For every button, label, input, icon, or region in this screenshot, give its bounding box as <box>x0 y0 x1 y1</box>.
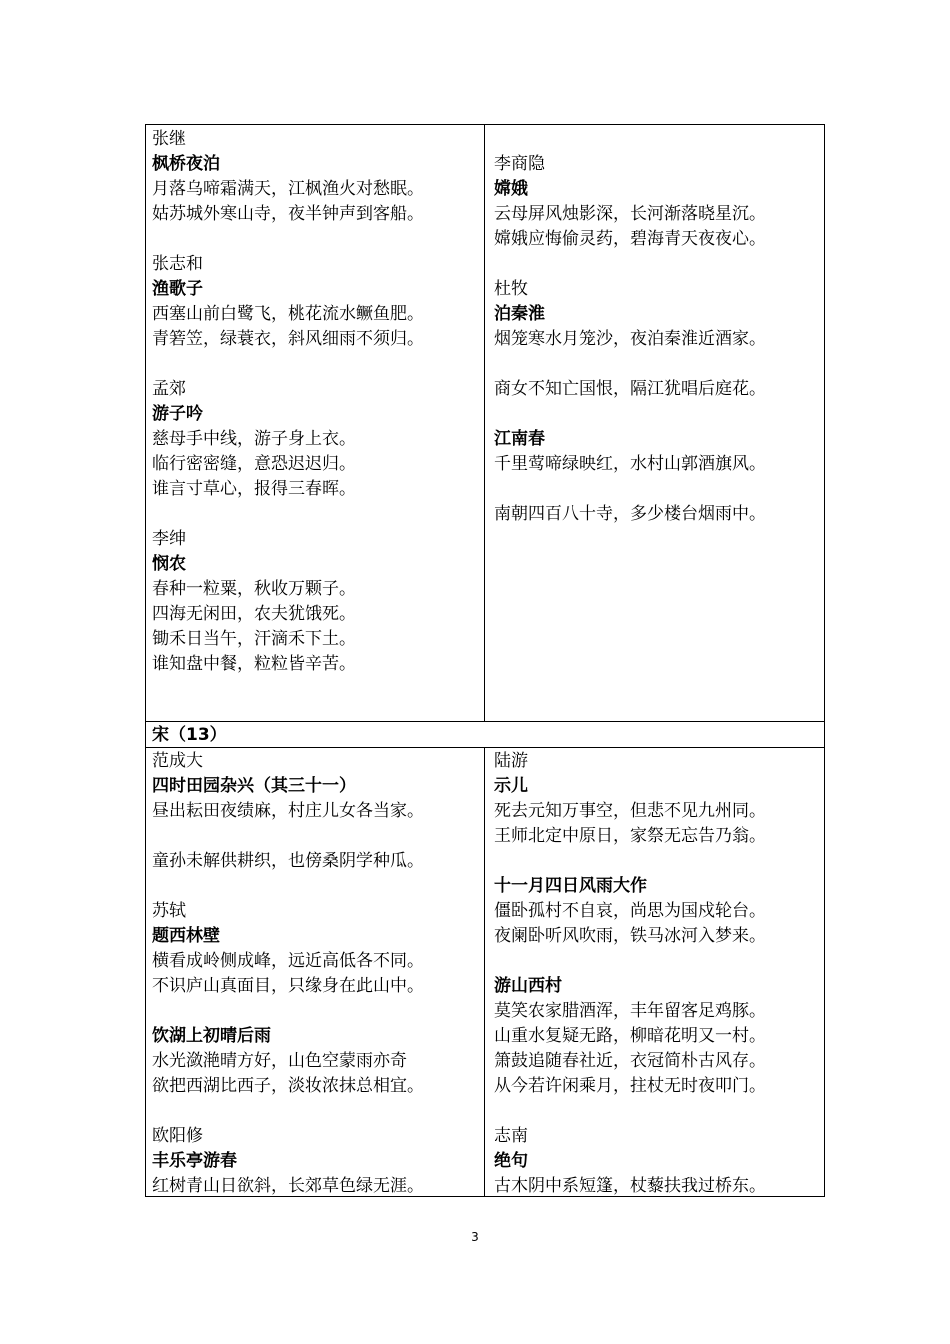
poem-title: 绝句 <box>494 1151 528 1171</box>
poem-line: 不识庐山真面目，只缘身在此山中。 <box>152 976 424 996</box>
poet-name: 杜牧 <box>494 279 528 299</box>
song-poems-left-column <box>152 749 424 1199</box>
poem-line: 月落乌啼霜满天，江枫渔火对愁眠。 <box>152 179 424 199</box>
spacer <box>494 127 766 152</box>
page-number: 3 <box>471 1230 479 1244</box>
poem-line: 红树青山日欲斜，长郊草色绿无涯。 <box>152 1176 424 1196</box>
poem-line: 童孙未解供耕织，也傍桑阴学种瓜。 <box>152 851 424 871</box>
spacer <box>152 1099 424 1124</box>
poem-line: 春种一粒粟，秋收万颗子。 <box>152 579 356 599</box>
poem-line: 横看成岭侧成峰，远近高低各不同。 <box>152 951 424 971</box>
spacer <box>152 874 424 899</box>
song-poems-right-column <box>494 749 766 1199</box>
table-border-left <box>145 124 146 1197</box>
poem-line: 死去元知万事空，但悲不见九州同。 <box>494 801 766 821</box>
poet-name: 孟郊 <box>152 379 186 399</box>
poem-line: 欲把西湖比西子，淡妆浓抹总相宜。 <box>152 1076 424 1096</box>
poem-line: 昼出耘田夜绩麻，村庄儿女各当家。 <box>152 801 424 821</box>
spacer <box>494 402 766 427</box>
poet-name: 陆游 <box>494 751 528 771</box>
poem-line: 临行密密缝，意恐迟迟归。 <box>152 454 356 474</box>
spacer <box>494 352 766 377</box>
poem-title: 江南春 <box>494 429 545 449</box>
poem-line: 商女不知亡国恨，隔江犹唱后庭花。 <box>494 379 766 399</box>
poem-title: 题西林壁 <box>152 926 220 946</box>
poem-line: 慈母手中线，游子身上衣。 <box>152 429 356 449</box>
poem-line: 谁言寸草心，报得三春晖。 <box>152 479 356 499</box>
poem-line: 嫦娥应悔偷灵药，碧海青天夜夜心。 <box>494 229 766 249</box>
poem-line: 西塞山前白鹭飞，桃花流水鳜鱼肥。 <box>152 304 424 324</box>
poem-line: 夜阑卧听风吹雨，铁马冰河入梦来。 <box>494 926 766 946</box>
poet-name: 张志和 <box>152 254 203 274</box>
poem-title: 嫦娥 <box>494 179 528 199</box>
tang-poems-left-column <box>152 127 424 677</box>
poet-name: 李绅 <box>152 529 186 549</box>
section-divider-top <box>145 721 825 722</box>
poem-line: 千里莺啼绿映红，水村山郭酒旗风。 <box>494 454 766 474</box>
poem-title: 枫桥夜泊 <box>152 154 220 174</box>
poem-line: 王师北定中原日，家祭无忘告乃翁。 <box>494 826 766 846</box>
poem-line: 南朝四百八十寺，多少楼台烟雨中。 <box>494 504 766 524</box>
spacer <box>152 999 424 1024</box>
poem-line: 从今若许闲乘月，拄杖无时夜叩门。 <box>494 1076 766 1096</box>
poem-line: 僵卧孤村不自哀，尚思为国戍轮台。 <box>494 901 766 921</box>
column-divider-lower <box>484 747 485 1197</box>
spacer <box>152 824 424 849</box>
poem-title: 游子吟 <box>152 404 203 424</box>
section-divider-bottom <box>145 747 825 748</box>
poem-line: 锄禾日当午，汗滴禾下土。 <box>152 629 356 649</box>
poem-line: 青箬笠，绿蓑衣，斜风细雨不须归。 <box>152 329 424 349</box>
poem-line: 谁知盘中餐，粒粒皆辛苦。 <box>152 654 356 674</box>
poem-title: 游山西村 <box>494 976 562 996</box>
poet-name: 张继 <box>152 129 186 149</box>
spacer <box>494 1099 766 1124</box>
poem-title: 示儿 <box>494 776 528 796</box>
spacer <box>152 502 424 527</box>
spacer <box>152 352 424 377</box>
poem-title: 饮湖上初晴后雨 <box>152 1026 271 1046</box>
spacer <box>494 849 766 874</box>
spacer <box>494 949 766 974</box>
poem-line: 烟笼寒水月笼沙，夜泊秦淮近酒家。 <box>494 329 766 349</box>
poem-title: 十一月四日风雨大作 <box>494 876 647 896</box>
poem-line: 水光潋滟晴方好，山色空蒙雨亦奇 <box>152 1051 407 1071</box>
poet-name: 欧阳修 <box>152 1126 203 1146</box>
spacer <box>494 252 766 277</box>
poem-title: 丰乐亭游春 <box>152 1151 237 1171</box>
table-border-top <box>145 124 825 125</box>
tang-poems-right-column <box>494 127 766 527</box>
spacer <box>494 477 766 502</box>
poem-line: 山重水复疑无路，柳暗花明又一村。 <box>494 1026 766 1046</box>
poet-name: 范成大 <box>152 751 203 771</box>
poem-line: 云母屏风烛影深，长河渐落晓星沉。 <box>494 204 766 224</box>
poem-line: 姑苏城外寒山寺，夜半钟声到客船。 <box>152 204 424 224</box>
poet-name: 苏轼 <box>152 901 186 921</box>
poet-name: 志南 <box>494 1126 528 1146</box>
table-border-right <box>824 124 825 1197</box>
column-divider-upper <box>484 124 485 722</box>
song-dynasty-section-header: 宋（13） <box>152 725 227 745</box>
poem-line: 古木阴中系短篷，杖藜扶我过桥东。 <box>494 1176 766 1196</box>
poem-line: 箫鼓追随春社近，衣冠简朴古风存。 <box>494 1051 766 1071</box>
spacer <box>152 227 424 252</box>
poem-line: 莫笑农家腊酒浑，丰年留客足鸡豚。 <box>494 1001 766 1021</box>
poet-name: 李商隐 <box>494 154 545 174</box>
poem-title: 悯农 <box>152 554 186 574</box>
poem-title: 渔歌子 <box>152 279 203 299</box>
poem-line: 四海无闲田，农夫犹饿死。 <box>152 604 356 624</box>
poem-title: 四时田园杂兴（其三十一） <box>152 776 356 796</box>
poem-title: 泊秦淮 <box>494 304 545 324</box>
